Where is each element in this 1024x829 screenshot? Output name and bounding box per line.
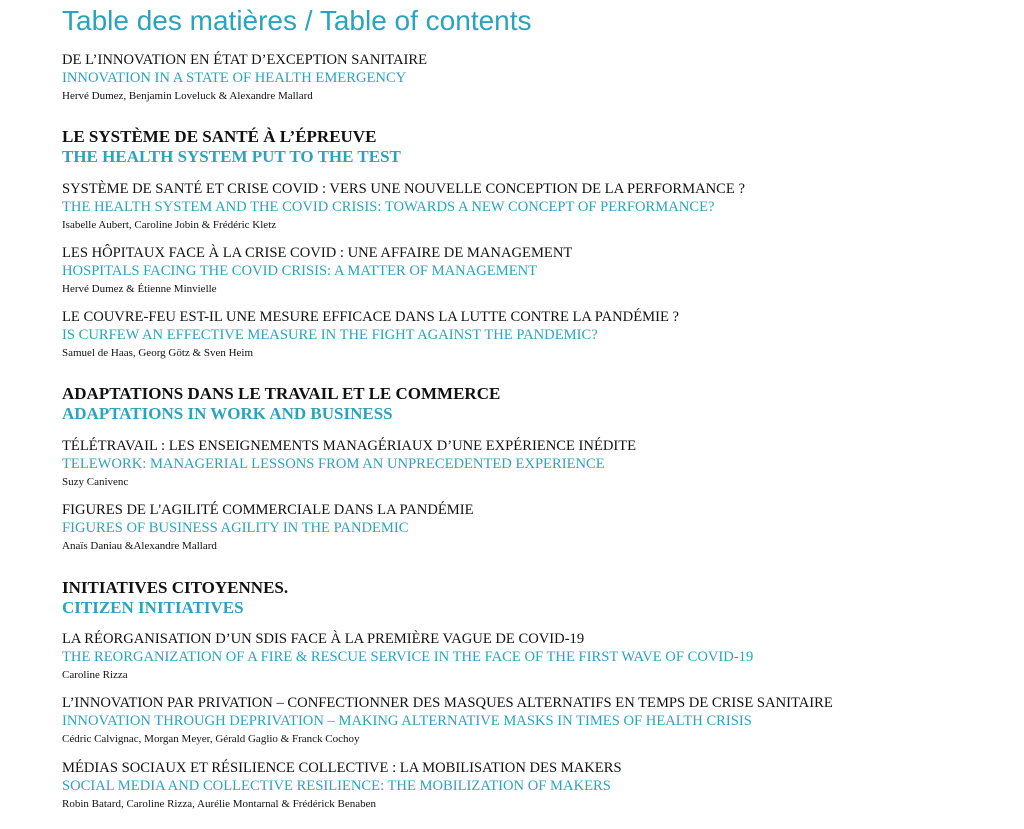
entry-authors: Samuel de Haas, Georg Götz & Sven Heim [62,347,254,359]
entry-authors: Anaïs Daniau &Alexandre Mallard [62,540,217,552]
entry-title-en: SOCIAL MEDIA AND COLLECTIVE RESILIENCE: THE MOBILIZATION OF MAKERS [62,778,611,794]
entry-title-fr: L’INNOVATION PAR PRIVATION – CONFECTIONNER DES MASQUES ALTERNATIFS EN TEMPS DE CRISE SANITAIRE [62,695,833,711]
toc-entry[interactable] [62,759,622,813]
toc-entry[interactable] [62,180,745,234]
page-title: Table des matières / Table of contents [62,5,532,36]
section-title-fr: ADAPTATIONS DANS LE TRAVAIL ET LE COMMERCE [62,384,501,403]
entry-title-fr: FIGURES DE L'AGILITÉ COMMERCIALE DANS LA PANDÉMIE [62,502,474,518]
section-title-en: CITIZEN INITIATIVES [62,598,244,617]
toc-entry[interactable] [62,244,572,298]
entry-title-fr: LES HÔPITAUX FACE À LA CRISE COVID : UNE AFFAIRE DE MANAGEMENT [62,245,573,261]
entry-title-en: HOSPITALS FACING THE COVID CRISIS: A MATTER OF MANAGEMENT [62,263,538,279]
entry-authors: Suzy Canivenc [62,476,129,488]
entry-title-fr: LE COUVRE-FEU EST-IL UNE MESURE EFFICACE DANS LA LUTTE CONTRE LA PANDÉMIE ? [62,309,679,325]
entry-title-fr: LA RÉORGANISATION D’UN SDIS FACE À LA PREMIÈRE VAGUE DE COVID-19 [62,631,585,647]
entry-title-en: THE REORGANIZATION OF A FIRE & RESCUE SERVICE IN THE FACE OF THE FIRST WAVE OF COVID-19 [62,649,754,665]
toc-entry[interactable] [62,501,474,555]
section-heading [62,578,288,618]
entry-authors: Isabelle Aubert, Caroline Jobin & Frédéric Kletz [62,219,277,231]
section-heading [62,127,401,167]
section-heading [62,384,500,424]
toc-entry[interactable] [62,308,679,362]
entry-title-en: FIGURES OF BUSINESS AGILITY IN THE PANDEMIC [62,520,409,536]
entry-title-en: IS CURFEW AN EFFECTIVE MEASURE IN THE FIGHT AGAINST THE PANDEMIC? [62,327,598,343]
section-title-en: ADAPTATIONS IN WORK AND BUSINESS [62,404,393,423]
entry-authors: Caroline Rizza [62,669,128,681]
entry-title-en: THE HEALTH SYSTEM AND THE COVID CRISIS: TOWARDS A NEW CONCEPT OF PERFORMANCE? [62,199,715,215]
section-title-fr: LE SYSTÈME DE SANTÉ À L’ÉPREUVE [62,127,377,146]
section-title-en: THE HEALTH SYSTEM PUT TO THE TEST [62,147,401,166]
entry-authors: Hervé Dumez, Benjamin Loveluck & Alexandre Mallard [62,90,313,102]
toc-entry[interactable] [62,694,833,748]
entry-authors: Cédric Calvignac, Morgan Meyer, Gérald Gaglio & Franck Cochoy [62,733,360,745]
entry-title-fr: MÉDIAS SOCIAUX ET RÉSILIENCE COLLECTIVE : LA MOBILISATION DES MAKERS [62,760,622,776]
entry-title-en: INNOVATION IN A STATE OF HEALTH EMERGENCY [62,70,407,86]
entry-title-en: TELEWORK: MANAGERIAL LESSONS FROM AN UNPRECEDENTED EXPERIENCE [62,456,605,472]
entry-title-en: INNOVATION THROUGH DEPRIVATION – MAKING ALTERNATIVE MASKS IN TIMES OF HEALTH CRISIS [62,713,752,729]
toc-entry[interactable] [62,630,753,684]
entry-title-fr: SYSTÈME DE SANTÉ ET CRISE COVID : VERS UNE NOUVELLE CONCEPTION DE LA PERFORMANCE ? [62,181,745,197]
toc-entry-intro[interactable] [62,51,427,105]
entry-authors: Hervé Dumez & Étienne Minvielle [62,283,217,295]
entry-title-fr: DE L’INNOVATION EN ÉTAT D’EXCEPTION SANITAIRE [62,52,428,68]
toc-entry[interactable] [62,437,636,491]
section-title-fr: INITIATIVES CITOYENNES. [62,578,289,597]
entry-authors: Robin Batard, Caroline Rizza, Aurélie Montarnal & Frédérick Benaben [62,798,377,810]
entry-title-fr: TÉLÉTRAVAIL : LES ENSEIGNEMENTS MANAGÉRIAUX D’UNE EXPÉRIENCE INÉDITE [62,438,637,454]
